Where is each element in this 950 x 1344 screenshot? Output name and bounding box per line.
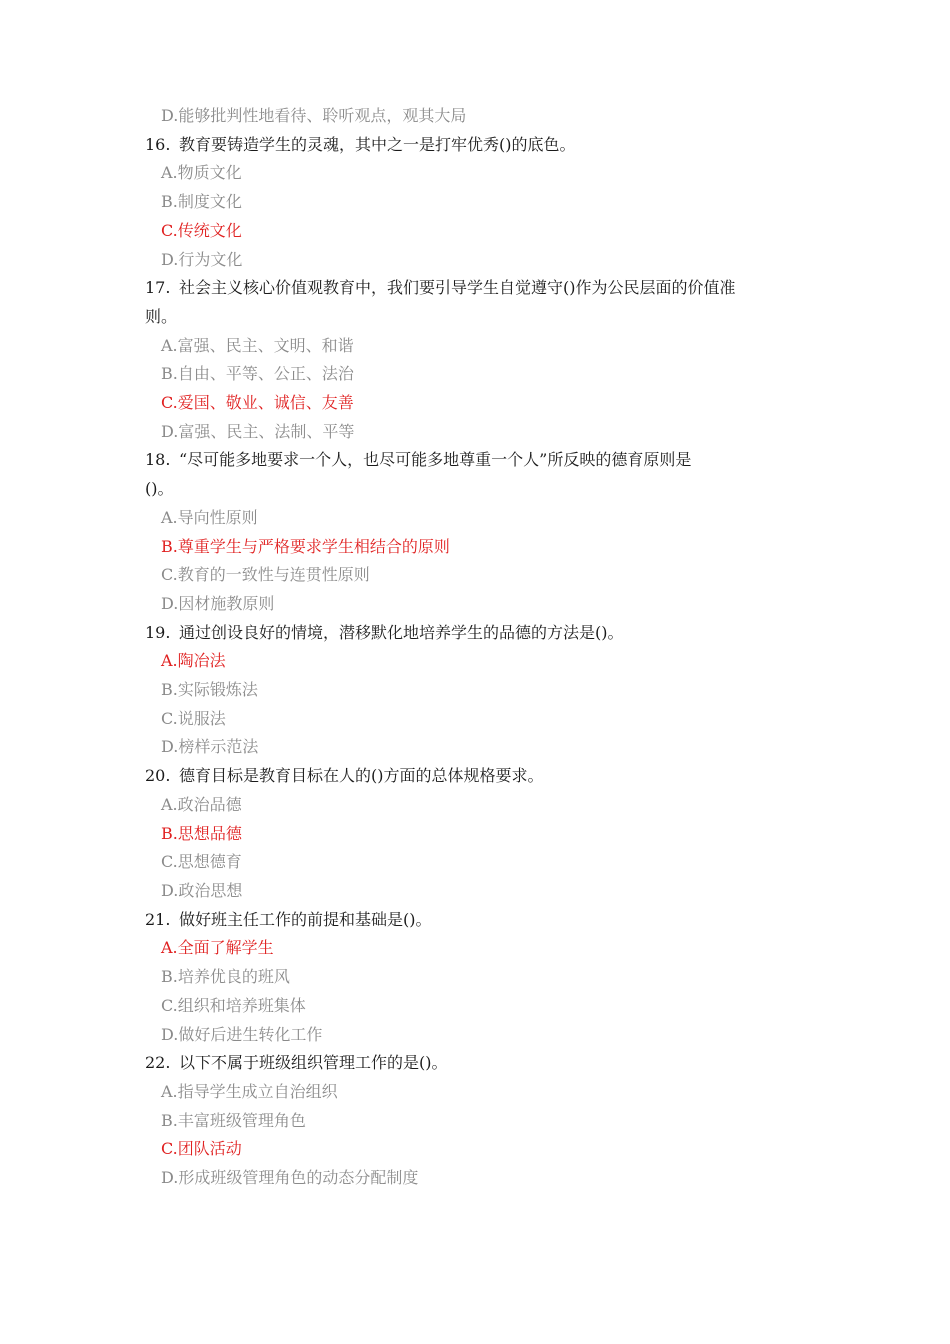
answer-option-b	[145, 533, 805, 562]
option-letter: A.	[161, 1081, 178, 1101]
question-block-21	[145, 906, 805, 1050]
question-text-continued: ()。	[145, 479, 174, 499]
option-text: 教育的一致性与连贯性原则	[177, 565, 370, 585]
answer-option-a	[145, 504, 805, 533]
option-text: 做好后进生转化工作	[178, 1024, 323, 1044]
option-text: 爱国、敬业、诚信、友善	[177, 393, 354, 413]
option-text: 能够批判性地看待、聆听观点，观其大局	[178, 106, 467, 125]
option-letter: D.	[161, 593, 179, 613]
option-letter: C.	[161, 995, 178, 1015]
answer-option-a	[145, 934, 805, 963]
option-letter: A.	[161, 651, 178, 671]
answer-option-d	[145, 1164, 805, 1193]
answer-option-d	[145, 590, 805, 619]
option-text: 因材施教原则	[178, 593, 275, 613]
option-letter: B.	[161, 536, 178, 556]
question-text: 教育要铸造学生的灵魂，其中之一是打牢优秀()的底色。	[179, 134, 576, 154]
option-letter: A.	[161, 794, 178, 814]
option-letter: B.	[161, 364, 178, 384]
answer-option-a	[145, 1078, 805, 1107]
answer-option-c	[145, 992, 805, 1021]
option-text: 制度文化	[177, 192, 242, 212]
answer-option-d	[145, 246, 805, 275]
answer-option-b	[145, 188, 805, 217]
option-text: 实际锻炼法	[177, 680, 258, 700]
answer-option-c	[145, 217, 805, 246]
option-text: 政治品德	[177, 794, 242, 814]
answer-option-d	[145, 1021, 805, 1050]
question-text: “尽可能多地要求一个人，也尽可能多地尊重一个人”所反映的德育原则是	[179, 450, 692, 470]
question-stem	[145, 446, 805, 503]
question-list	[145, 102, 805, 1193]
option-text: 丰富班级管理角色	[177, 1110, 306, 1130]
option-letter: A.	[161, 335, 178, 355]
question-stem	[145, 1049, 805, 1078]
question-text-continued: 则。	[145, 306, 178, 326]
question-number: 16.	[145, 134, 171, 154]
question-text: 德育目标是教育目标在人的()方面的总体规格要求。	[179, 766, 544, 786]
answer-option-d	[145, 418, 805, 447]
option-text: 导向性原则	[177, 507, 258, 527]
question-number: 20.	[145, 766, 171, 786]
option-letter: D.	[161, 880, 179, 900]
option-text: 全面了解学生	[177, 938, 274, 958]
question-stem	[145, 906, 805, 935]
option-letter: A.	[161, 938, 178, 958]
question-stem	[145, 131, 805, 160]
option-letter: B.	[161, 192, 178, 212]
question-block-16	[145, 131, 805, 275]
option-letter: C.	[161, 393, 178, 413]
option-letter: C.	[161, 1139, 178, 1159]
option-text: 物质文化	[177, 163, 242, 183]
option-letter: C.	[161, 708, 178, 728]
answer-option-d	[145, 733, 805, 762]
option-text: 行为文化	[178, 249, 243, 269]
option-letter: D.	[161, 1024, 179, 1044]
option-letter: B.	[161, 1110, 178, 1130]
question-block-22	[145, 1049, 805, 1193]
answer-option-c	[145, 705, 805, 734]
lead-option	[145, 102, 805, 131]
question-text: 以下不属于班级组织管理工作的是()。	[179, 1053, 448, 1073]
option-letter: D.	[161, 421, 179, 441]
answer-option-a	[145, 159, 805, 188]
option-text: 团队活动	[177, 1139, 242, 1159]
question-number: 19.	[145, 622, 171, 642]
option-text: 组织和培养班集体	[177, 995, 306, 1015]
option-text: 榜样示范法	[178, 737, 259, 757]
option-text: 培养优良的班风	[177, 967, 290, 987]
question-block-20	[145, 762, 805, 906]
option-text: 富强、民主、文明、和谐	[177, 335, 354, 355]
option-letter: D.	[161, 1168, 179, 1188]
answer-option-b	[145, 1107, 805, 1136]
answer-option-d	[145, 877, 805, 906]
question-number: 18.	[145, 450, 171, 470]
question-text: 通过创设良好的情境，潜移默化地培养学生的品德的方法是()。	[179, 622, 624, 642]
answer-option-b	[145, 676, 805, 705]
option-letter: B.	[161, 823, 178, 843]
question-stem	[145, 762, 805, 791]
answer-option-c	[145, 1135, 805, 1164]
option-text: 指导学生成立自治组织	[177, 1081, 338, 1101]
answer-option-c	[145, 389, 805, 418]
question-block-18	[145, 446, 805, 618]
answer-option-c	[145, 561, 805, 590]
answer-option-c	[145, 848, 805, 877]
option-letter: C.	[161, 220, 178, 240]
option-letter: A.	[161, 163, 178, 183]
option-letter: C.	[161, 565, 178, 585]
answer-option-a	[145, 791, 805, 820]
question-text: 社会主义核心价值观教育中，我们要引导学生自觉遵守()作为公民层面的价值准	[179, 278, 736, 298]
question-block-19	[145, 619, 805, 763]
option-text: 陶冶法	[177, 651, 226, 671]
option-letter: B.	[161, 680, 178, 700]
option-text: 说服法	[177, 708, 226, 728]
option-letter: D.	[161, 106, 179, 125]
question-number: 17.	[145, 278, 171, 298]
option-letter: D.	[161, 737, 179, 757]
option-text: 尊重学生与严格要求学生相结合的原则	[177, 536, 450, 556]
question-number: 21.	[145, 909, 171, 929]
option-text: 形成班级管理角色的动态分配制度	[178, 1168, 419, 1188]
option-text: 思想品德	[177, 823, 242, 843]
question-number: 22.	[145, 1053, 171, 1073]
option-text: 自由、平等、公正、法治	[177, 364, 354, 384]
option-text: 思想德育	[177, 852, 242, 872]
question-block-17	[145, 274, 805, 446]
option-letter: A.	[161, 507, 178, 527]
option-letter: C.	[161, 852, 178, 872]
question-stem	[145, 274, 805, 331]
answer-option-b	[145, 820, 805, 849]
question-stem	[145, 619, 805, 648]
option-text: 政治思想	[178, 880, 243, 900]
option-text: 传统文化	[177, 220, 242, 240]
option-letter: B.	[161, 967, 178, 987]
answer-option-b	[145, 360, 805, 389]
question-text: 做好班主任工作的前提和基础是()。	[179, 909, 432, 929]
answer-option-b	[145, 963, 805, 992]
answer-option-a	[145, 332, 805, 361]
option-text: 富强、民主、法制、平等	[178, 421, 355, 441]
answer-option-a	[145, 647, 805, 676]
option-letter: D.	[161, 249, 179, 269]
